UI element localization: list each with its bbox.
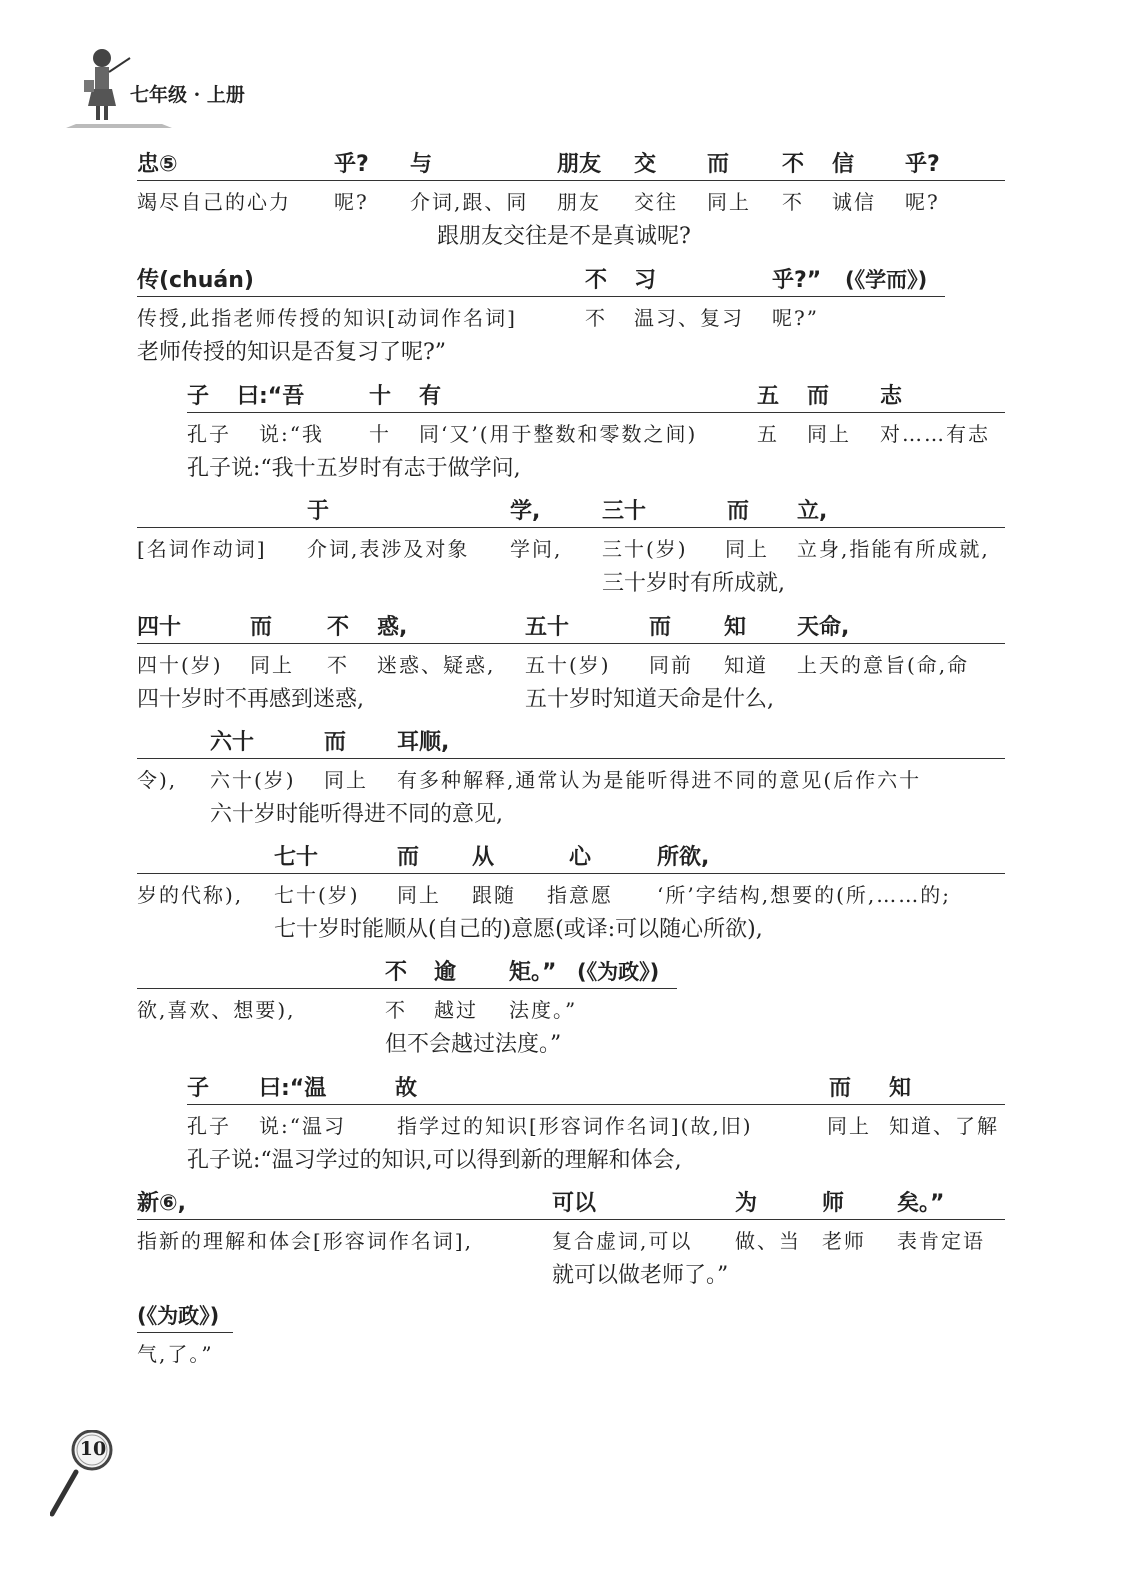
- orig-word: 而: [397, 845, 420, 870]
- orig-word: 十: [369, 384, 392, 409]
- gloss-word: 越过: [434, 998, 478, 1022]
- gloss-word: 不: [585, 306, 607, 330]
- orig-word: 曰:“吾: [237, 384, 305, 409]
- gloss-word: 法度。”: [509, 998, 578, 1022]
- gloss-word: 有多种解释,通常认为是能听得进不同的意见(后作六十: [397, 768, 922, 792]
- gloss-word: 竭尽自己的心力: [137, 190, 291, 214]
- gloss-word: 欲,喜欢、想要),: [137, 998, 296, 1022]
- annotation-block-7: [137, 843, 1005, 944]
- gloss-line: [137, 759, 1005, 793]
- gloss-line: [137, 989, 677, 1023]
- gloss-word: 四十(岁): [137, 653, 223, 677]
- translation-line: [137, 1023, 677, 1059]
- gloss-word: 五: [757, 422, 779, 446]
- orig-word: 有: [419, 384, 442, 409]
- orig-word: 可以: [552, 1191, 597, 1216]
- orig-word: 而: [324, 730, 347, 755]
- gloss-word: 知道: [724, 653, 768, 677]
- orig-word: 惑,: [377, 615, 408, 640]
- gloss-word: 岁的代称),: [137, 883, 244, 907]
- gloss-word: 呢?: [905, 190, 940, 214]
- translation-text: 四十岁时不再感到迷惑,: [137, 687, 364, 712]
- original-text-line: [137, 497, 1005, 528]
- original-text-line: [137, 1302, 233, 1333]
- gloss-word: 立身,指能有所成就,: [797, 537, 990, 561]
- source-citation: (《为政》): [137, 1304, 220, 1328]
- gloss-word: 朋友: [557, 190, 601, 214]
- gloss-word: 诚信: [832, 190, 876, 214]
- gloss-word: 不: [782, 190, 804, 214]
- original-text-line: [187, 1074, 1005, 1105]
- gloss-word: 同上: [827, 1114, 871, 1138]
- translation-line: [137, 793, 1005, 829]
- orig-word: 忠⑤: [137, 152, 178, 177]
- gloss-word: 上天的意旨(命,命: [797, 653, 970, 677]
- orig-word: 乎?: [905, 152, 940, 177]
- translation-text: 七十岁时能顺从(自己的)意愿(或译:可以随心所欲),: [274, 917, 763, 942]
- orig-word: 于: [307, 499, 330, 524]
- gloss-word: 令),: [137, 768, 178, 792]
- translation-text: 但不会越过法度。”: [385, 1032, 562, 1057]
- orig-word: 与: [410, 152, 433, 177]
- gloss-word: 气,了。”: [137, 1342, 214, 1366]
- translation-text: 孔子说:“温习学过的知识,可以得到新的理解和体会,: [187, 1148, 682, 1173]
- gloss-line: [137, 874, 1005, 908]
- gloss-line: [137, 297, 945, 331]
- gloss-word: 同前: [649, 653, 693, 677]
- original-text-line: [137, 613, 1005, 644]
- orig-word: 七十: [274, 845, 319, 870]
- gloss-word: 不: [327, 653, 349, 677]
- gloss-word: 不: [385, 998, 407, 1022]
- original-text-line: [137, 266, 945, 297]
- original-text-line: [137, 728, 1005, 759]
- orig-word: 心: [569, 845, 592, 870]
- orig-word: 三十: [602, 499, 647, 524]
- orig-word: 传(chuán): [137, 268, 254, 293]
- gloss-line: [137, 528, 1005, 562]
- gloss-word: 同上: [707, 190, 751, 214]
- annotation-block-11: [137, 1302, 233, 1367]
- orig-word: 而: [649, 615, 672, 640]
- orig-word: 不: [585, 268, 608, 293]
- orig-word: 习: [634, 268, 657, 293]
- source-citation: (《学而》): [845, 268, 928, 292]
- orig-word: 不: [327, 615, 350, 640]
- translation-text: 孔子说:“我十五岁时有志于做学问,: [187, 456, 521, 481]
- annotation-block-2: [137, 266, 945, 367]
- orig-word: 五十: [525, 615, 570, 640]
- gloss-word: 十: [369, 422, 391, 446]
- orig-word: 而: [727, 499, 750, 524]
- orig-word: 新⑥,: [137, 1191, 186, 1216]
- annotation-block-1: [137, 150, 1005, 251]
- orig-word: 知: [889, 1076, 912, 1101]
- gloss-word: 指新的理解和体会[形容词作名词],: [137, 1229, 473, 1253]
- translation-line: [137, 331, 945, 367]
- orig-word: 六十: [210, 730, 255, 755]
- annotation-block-9: [137, 1074, 1005, 1175]
- gloss-word: 同上: [324, 768, 368, 792]
- gloss-word: 对……有志: [880, 422, 990, 446]
- translation-line: [187, 447, 1005, 483]
- orig-word: 故: [395, 1076, 418, 1101]
- gloss-word: 迷惑、疑惑,: [377, 653, 496, 677]
- gloss-word: 表肯定语: [897, 1229, 985, 1253]
- translation-line: [137, 562, 1005, 598]
- grade-label: 七年级 · 上册: [130, 84, 245, 106]
- gloss-word: 呢?”: [772, 306, 819, 330]
- original-text-line: [137, 150, 1005, 181]
- gloss-word: 交往: [634, 190, 678, 214]
- orig-word: 立,: [797, 499, 828, 524]
- gloss-word: [名词作动词]: [137, 537, 267, 561]
- annotation-block-8: [137, 958, 677, 1059]
- gloss-word: 同上: [397, 883, 441, 907]
- orig-word: 矣。”: [897, 1191, 945, 1216]
- annotation-block-5: [137, 613, 1005, 714]
- orig-word: 学,: [510, 499, 541, 524]
- gloss-word: 五十(岁): [525, 653, 611, 677]
- orig-word: 从: [472, 845, 495, 870]
- gloss-word: 孔子: [187, 1114, 231, 1138]
- translation-line: [137, 908, 1005, 944]
- orig-word: 曰:“温: [259, 1076, 327, 1101]
- gloss-line: [137, 1220, 1005, 1254]
- gloss-line: [187, 413, 1005, 447]
- orig-word: 耳顺,: [397, 730, 450, 755]
- gloss-word: 七十(岁): [274, 883, 360, 907]
- orig-word: 所欲,: [657, 845, 710, 870]
- orig-word: 知: [724, 615, 747, 640]
- gloss-word: 介词,表涉及对象: [307, 537, 470, 561]
- original-text-line: [137, 843, 1005, 874]
- gloss-word: 孔子: [187, 422, 231, 446]
- gloss-word: 同‘又’(用于整数和零数之间): [419, 422, 698, 446]
- orig-word: 而: [829, 1076, 852, 1101]
- gloss-word: 老师: [822, 1229, 866, 1253]
- orig-word: 师: [822, 1191, 845, 1216]
- translation-line: [137, 1254, 1005, 1290]
- gloss-word: 指意愿: [547, 883, 613, 907]
- gloss-line: [187, 1105, 1005, 1139]
- translation-line: [137, 678, 1005, 714]
- orig-word: 而: [707, 152, 730, 177]
- gloss-word: 复合虚词,可以: [552, 1229, 693, 1253]
- gloss-line: [137, 644, 1005, 678]
- gloss-word: 跟随: [472, 883, 516, 907]
- gloss-line: [137, 1333, 233, 1367]
- orig-word: 信: [832, 152, 855, 177]
- orig-word: 而: [250, 615, 273, 640]
- page-number: 10: [79, 1438, 107, 1460]
- orig-word: 而: [807, 384, 830, 409]
- translation-line: [187, 1139, 1005, 1175]
- translation-line: [137, 215, 1005, 251]
- annotation-block-3: [137, 382, 1005, 483]
- gloss-word: 同上: [250, 653, 294, 677]
- original-text-line: [137, 1189, 1005, 1220]
- orig-word: 子: [187, 384, 210, 409]
- orig-word: 五: [757, 384, 780, 409]
- translation-text: 三十岁时有所成就,: [602, 571, 785, 596]
- gloss-word: 说:“我: [259, 422, 324, 446]
- translation-text: 五十岁时知道天命是什么,: [525, 687, 774, 712]
- gloss-word: 同上: [725, 537, 769, 561]
- translation-text: 六十岁时能听得进不同的意见,: [210, 802, 503, 827]
- gloss-word: 学问,: [510, 537, 563, 561]
- orig-word: 不: [782, 152, 805, 177]
- orig-word: 矩。”: [509, 960, 557, 985]
- gloss-line: [137, 181, 1005, 215]
- magnifier-icon: [50, 1430, 170, 1525]
- annotation-block-10: [137, 1189, 1005, 1290]
- gloss-word: 传授,此指老师传授的知识[动词作名词]: [137, 306, 517, 330]
- orig-word: 逾: [434, 960, 457, 985]
- translation-text: 老师传授的知识是否复习了呢?”: [137, 340, 447, 365]
- annotation-block-4: [137, 497, 1005, 598]
- gloss-word: ‘所’字结构,想要的(所,……的;: [657, 883, 951, 907]
- orig-word: 朋友: [557, 152, 602, 177]
- gloss-word: 介词,跟、同: [410, 190, 529, 214]
- orig-word: 四十: [137, 615, 182, 640]
- orig-word: 天命,: [797, 615, 850, 640]
- gloss-word: 指学过的知识[形容词作名词](故,旧): [397, 1114, 753, 1138]
- translation-text: 就可以做老师了。”: [552, 1263, 729, 1288]
- orig-word: 志: [880, 384, 903, 409]
- orig-word: 为: [735, 1191, 758, 1216]
- gloss-word: 三十(岁): [602, 537, 688, 561]
- orig-word: 乎?”: [772, 268, 822, 293]
- orig-word: 子: [187, 1076, 210, 1101]
- gloss-word: 说:“温习: [259, 1114, 346, 1138]
- orig-word: 不: [385, 960, 408, 985]
- original-text-line: [187, 382, 1005, 413]
- gloss-word: 温习、复习: [634, 306, 744, 330]
- annotation-block-6: [137, 728, 1005, 829]
- orig-word: 乎?: [334, 152, 369, 177]
- gloss-word: 呢?: [334, 190, 369, 214]
- orig-word: 交: [634, 152, 657, 177]
- translation-text: 跟朋友交往是不是真诚呢?: [437, 224, 691, 249]
- gloss-word: 知道、了解: [889, 1114, 999, 1138]
- original-text-line: [137, 958, 677, 989]
- source-citation: (《为政》): [577, 960, 660, 984]
- gloss-word: 做、当: [735, 1229, 801, 1253]
- gloss-word: 六十(岁): [210, 768, 296, 792]
- gloss-word: 同上: [807, 422, 851, 446]
